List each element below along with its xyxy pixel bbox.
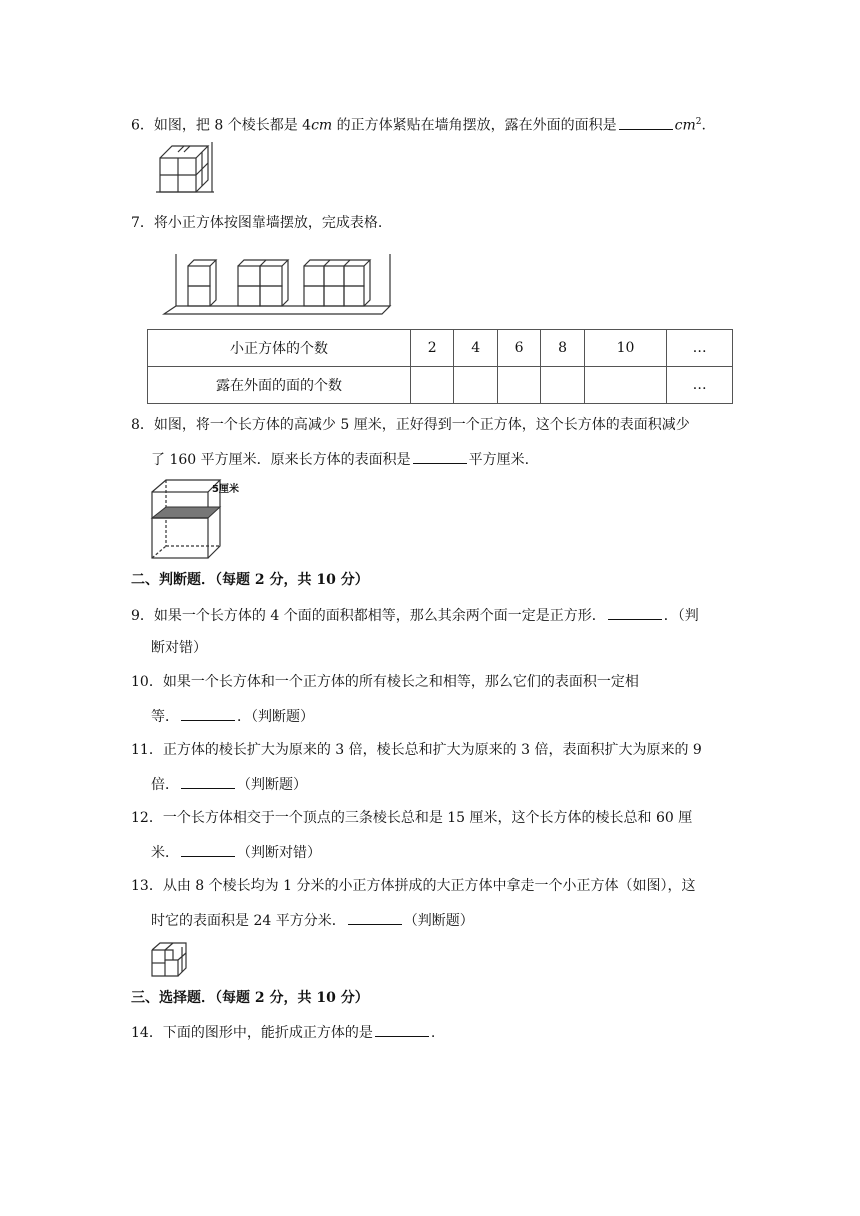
section-2-title: 二、判断题．（每题 2 分，共 10 分）: [131, 572, 369, 588]
row-label: 露在外面的面的个数: [148, 367, 411, 404]
table-cell: …: [667, 367, 733, 404]
section-3-title: 三、选择题．（每题 2 分，共 10 分）: [131, 990, 369, 1006]
wall-cubes-figure: [160, 250, 400, 320]
question-12-line2: 米． （判断对错）: [151, 842, 321, 863]
question-9-line2: 断对错）: [151, 640, 207, 656]
answer-blank[interactable]: [181, 774, 235, 789]
question-9: 9．如果一个长方体的 4 个面的面积都相等，那么其余两个面一定是正方形． ．（判: [131, 605, 699, 626]
question-10: 10．如果一个长方体和一个正方体的所有棱长之和相等，那么它们的表面积一定相: [131, 674, 639, 690]
answer-blank[interactable]: [619, 115, 673, 130]
question-14: 14．下面的图形中，能折成正方体的是 .: [131, 1022, 435, 1043]
answer-blank[interactable]: [181, 706, 235, 721]
table-cell: 4: [454, 330, 497, 367]
question-6: 6．如图，把 8 个棱长都是 4cm 的正方体紧贴在墙角摆放，露在外面的面积是 $cm^2$.: [131, 112, 706, 136]
table-cell: 2: [411, 330, 454, 367]
answer-blank[interactable]: [413, 449, 467, 464]
question-8: 8．如图，将一个长方体的高减少 5 厘米，正好得到一个正方体，这个长方体的表面积减少: [131, 417, 690, 433]
answer-blank[interactable]: [608, 605, 662, 620]
table-cell: 6: [497, 330, 540, 367]
question-8-line2: 了 160 平方厘米．原来长方体的表面积是 平方厘米.: [151, 449, 529, 470]
missing-cube-figure: [150, 940, 190, 980]
question-10-line2: 等． ．（判断题）: [151, 706, 314, 727]
table-cell: 8: [541, 330, 584, 367]
figure-label: 5厘米: [212, 484, 239, 495]
question-13: 13．从由 8 个棱长均为 1 分米的小正方体拼成的大正方体中拿走一个小正方体（如图），这: [131, 878, 696, 894]
answer-blank[interactable]: [181, 842, 235, 857]
answer-blank[interactable]: [348, 910, 402, 925]
question-12: 12．一个长方体相交于一个顶点的三条棱长总和是 15 厘米，这个长方体的棱长总和 60 厘: [131, 810, 693, 826]
row-label: 小正方体的个数: [148, 330, 411, 367]
question-7: 7．将小正方体按图靠墙摆放，完成表格.: [131, 215, 383, 231]
answer-cell[interactable]: [411, 367, 454, 404]
table-row: [148, 330, 733, 367]
cuboid-figure: [150, 478, 250, 560]
answer-cell[interactable]: [454, 367, 497, 404]
corner-cubes-figure: [156, 140, 216, 196]
answer-blank[interactable]: [375, 1022, 429, 1037]
table-row: [148, 367, 733, 404]
question-11-line2: 倍． （判断题）: [151, 774, 307, 795]
answer-cell[interactable]: [584, 367, 666, 404]
answer-cell[interactable]: [541, 367, 584, 404]
answer-cell[interactable]: [497, 367, 540, 404]
question-11: 11．正方体的棱长扩大为原来的 3 倍，棱长总和扩大为原来的 3 倍，表面积扩大为原来的 9: [131, 742, 702, 758]
table-cell: …: [667, 330, 733, 367]
question-13-line2: 时它的表面积是 24 平方分米． （判断题）: [151, 910, 474, 931]
table-cell: 10: [584, 330, 666, 367]
cube-table: [147, 329, 733, 404]
